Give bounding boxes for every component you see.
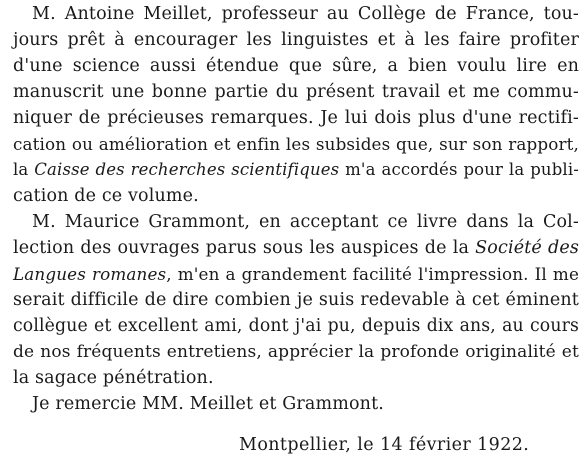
text-line [13,287,579,313]
text-line [13,391,579,417]
text-run: niquer de précieuses remarques. Je lui dois plus d'une rectifi- [13,108,579,128]
text-line [13,183,579,209]
text-line [13,105,579,131]
paragraph-thanks [13,391,579,417]
text-line [13,339,579,365]
text-run: serait difficile de dire combien je suis redevable à cet éminent [13,290,579,310]
text-run: la sagace pénétration. [13,368,214,388]
text-line [13,209,579,235]
italic-title: Langues romanes [13,264,167,284]
text-run: m'a accordés pour la publi- [339,160,579,179]
text-line [13,313,579,339]
text-line [13,235,579,261]
text-run: cation ou amélioration et enfin les subsides que, sur son rapport, [13,134,579,154]
italic-title: Société des [475,238,579,258]
text-run: de nos fréquents entretiens, apprécier la profonde originalité et [13,342,579,362]
text-run: jours prêt à encourager les linguistes et à les faire profiter [13,30,579,50]
text-run: collègue et excellent ami, dont j'ai pu, depuis dix ans, au cours [13,316,579,336]
text-line [13,27,579,53]
text-run: M. Antoine Meillet, professeur au Collège de France, tou- [32,4,579,24]
text-line [13,261,579,287]
paragraph-grammont [13,209,579,391]
italic-title: Caisse des recherches scientifiques [34,160,340,179]
text-run: cation de ce volume. [13,186,199,206]
text-run: , m'en a grandement facilité l'impression. Il me [166,264,580,284]
text-line [13,1,579,27]
text-line [13,131,579,157]
paragraph-meillet [13,1,579,209]
text-line [13,365,579,391]
text-line [13,53,579,79]
text-run: Je remercie MM. Meillet et Grammont. [32,394,384,414]
text-run: lection des ouvrages parus sous les auspices de la [13,238,476,258]
text-line [13,157,579,183]
text-line [13,79,579,105]
text-run: d'une science aussi étendue que sûre, a bien voulu lire en [13,56,579,76]
text-run: manuscrit une bonne partie du présent travail et me commu- [13,82,579,102]
text-run: la [13,160,35,179]
text-run: M. Maurice Grammont, en acceptant ce livre dans la Col- [32,212,579,232]
place-date-signature: Montpellier, le 14 février 1922. [239,435,530,455]
